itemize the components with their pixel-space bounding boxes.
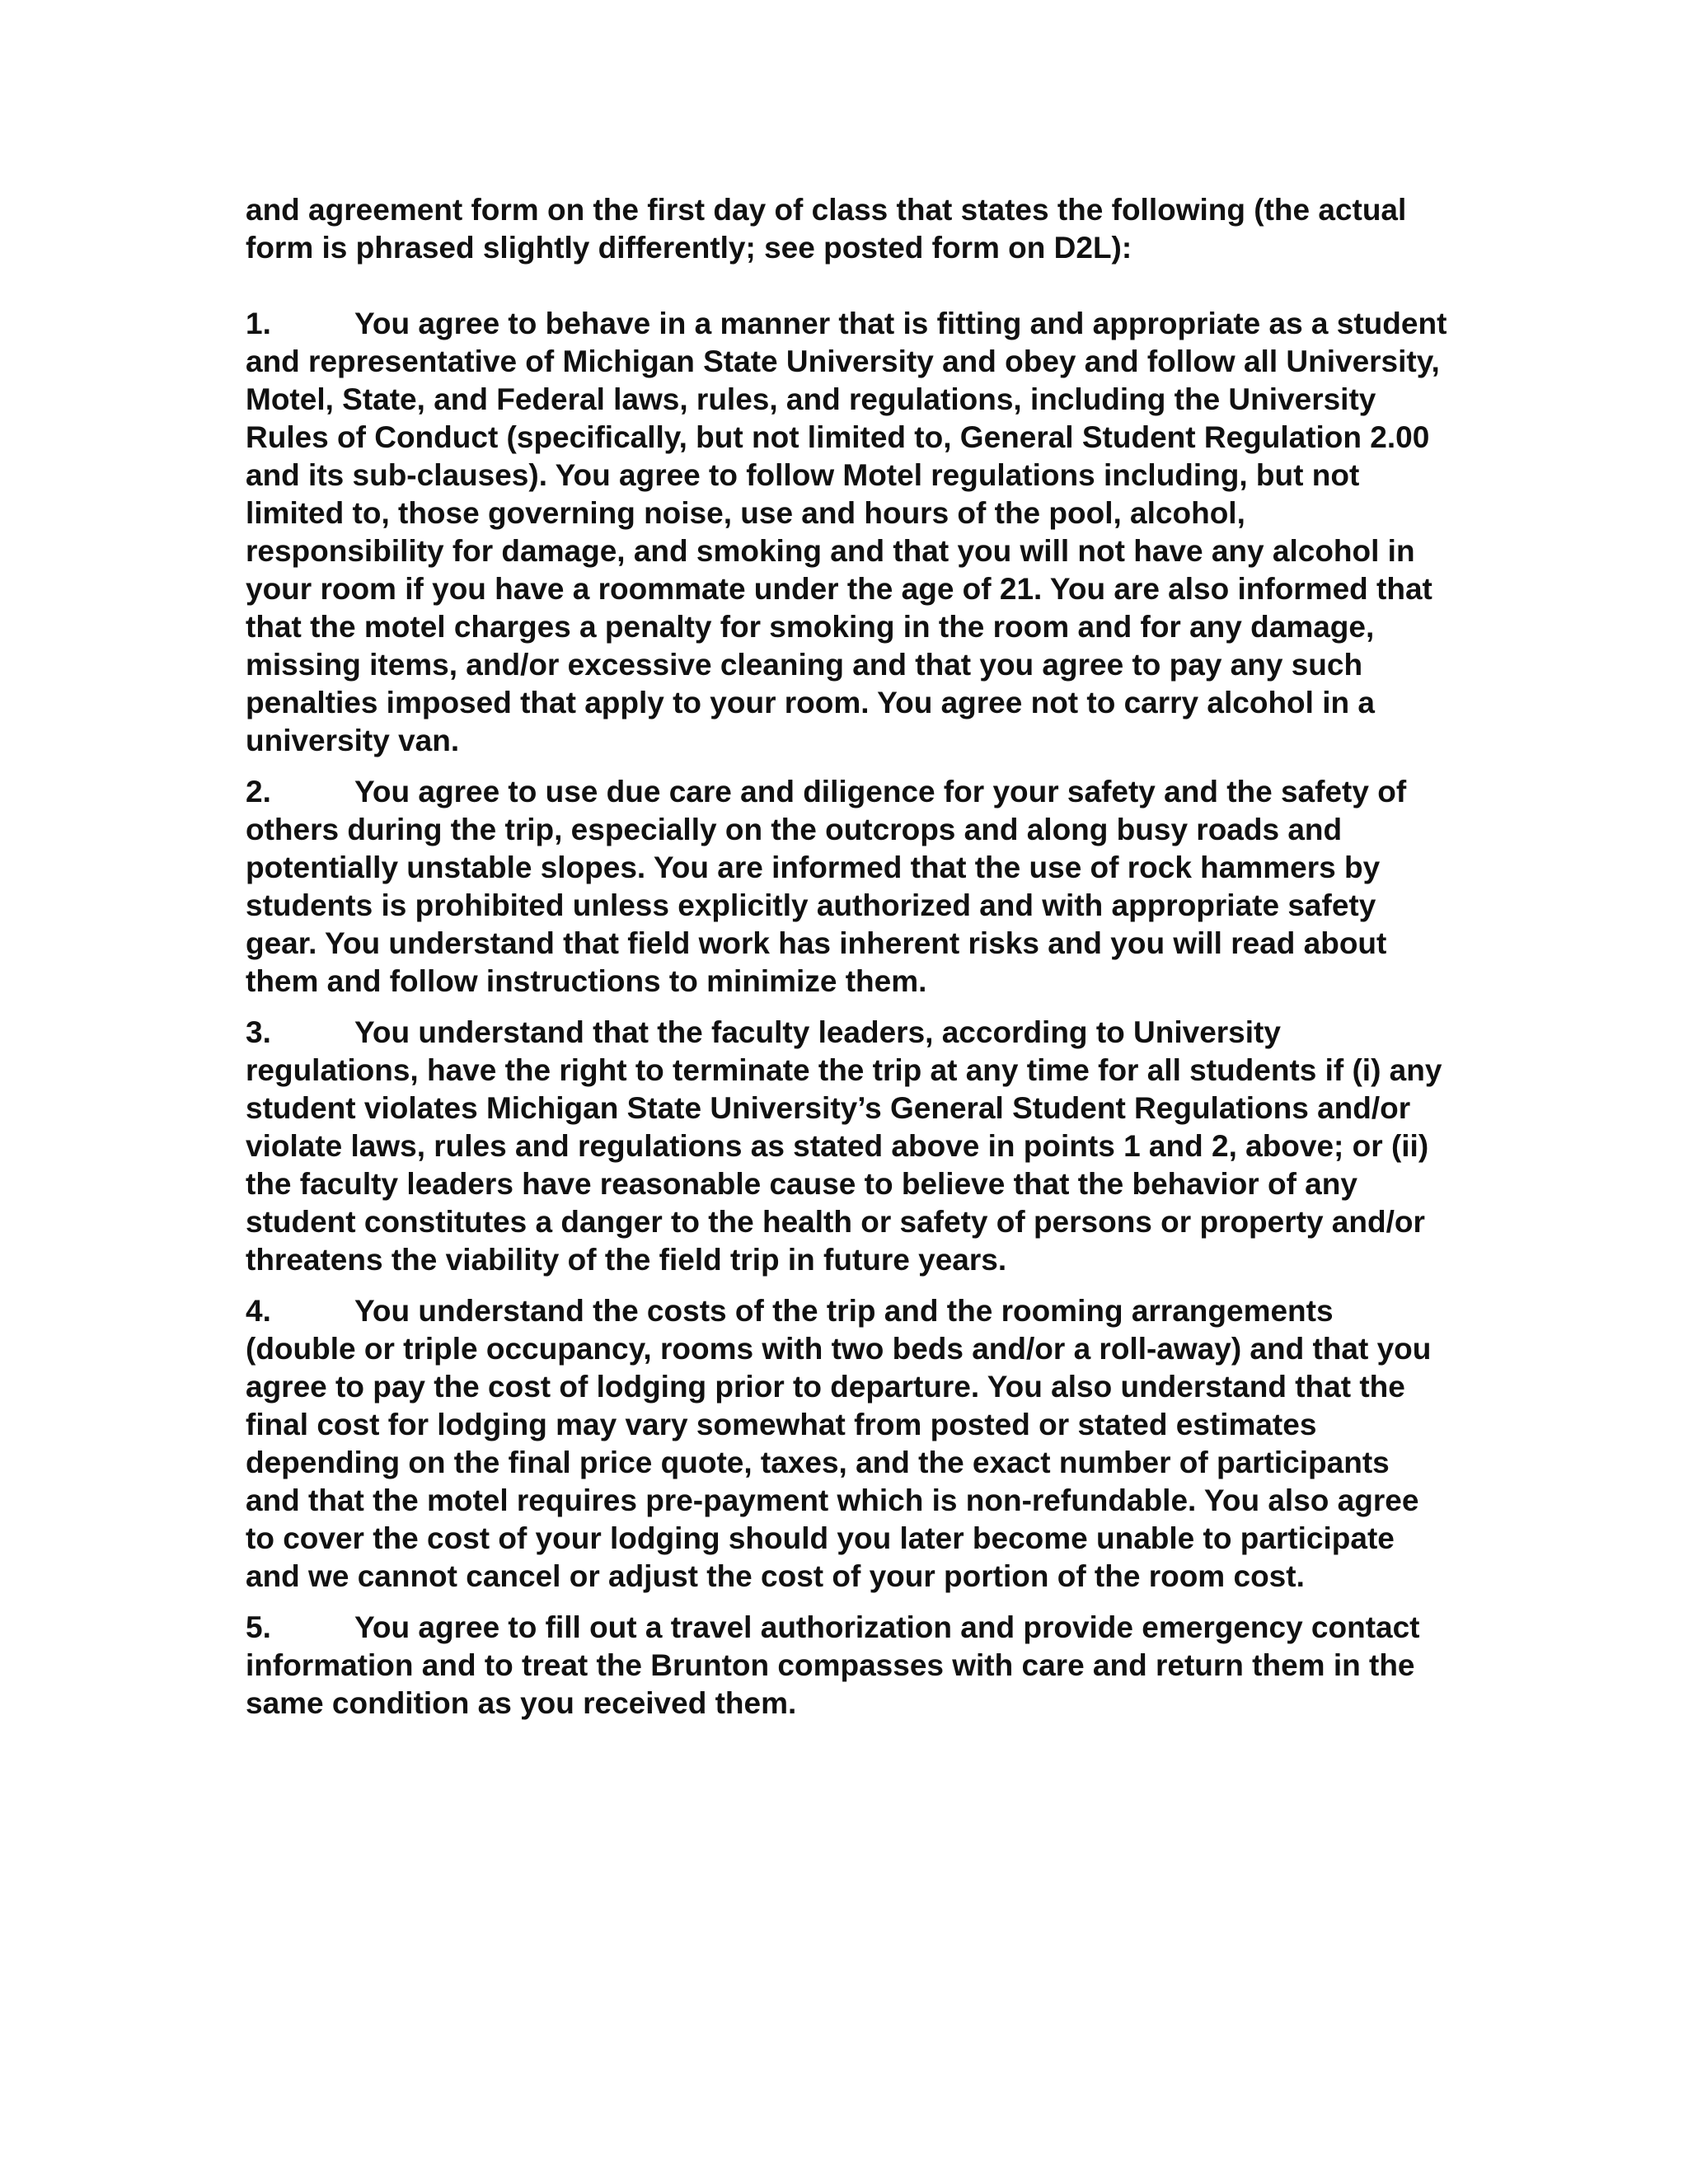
list-item-4 [246,1292,1449,1596]
list-item-number: 1. [246,307,271,340]
list-item-text: You agree to behave in a manner that is fitting and appropriate as a student and representative of Michigan State University and obey and follow all University, Motel, State, and Federal laws, rules, and regulations, including the University Rules of Conduct (specifically, but not limited to, General Student Regulation 2.00 and its sub-clauses). You agree to follow Motel regulations including, but not limited to, those governing noise, use and hours of the pool, alcohol, responsibility for damage, and smoking and that you will not have any alcohol in your room if you have a roommate under the age of 21. You are also informed that that the motel charges a penalty for smoking in the room and for any damage, missing items, and/or excessive cleaning and that you agree to pay any such penalties imposed that apply to your room. You agree not to carry alcohol in a university van. [246,307,1447,757]
list-item-number: 4. [246,1294,271,1328]
list-item-text: You agree to fill out a travel authorization and provide emergency contact information and to treat the Brunton compasses with care and return them in the same condition as you received them. [246,1610,1420,1720]
list-item-1 [246,305,1449,760]
intro-paragraph: and agreement form on the first day of class that states the following (the actual form is phrased slightly differently; see posted form on D2L): [246,193,1407,265]
list-item-number: 2. [246,775,271,808]
document-body [246,191,1449,1736]
list-item-text: You understand the costs of the trip and the rooming arrangements (double or triple occupancy, rooms with two beds and/or a roll-away) and that you agree to pay the cost of lodging prior to departure. You also understand that the final cost for lodging may vary somewhat from posted or stated estimates depending on the final price quote, taxes, and the exact number of participants and that the motel requires pre-payment which is non-refundable. You also agree to cover the cost of your lodging should you later become unable to participate and we cannot cancel or adjust the cost of your portion of the room cost. [246,1294,1432,1593]
list-item-number: 5. [246,1610,271,1644]
list-item-3 [246,1014,1449,1279]
list-item-text: You understand that the faculty leaders, according to University regulations, have the right to terminate the trip at any time for all students if (i) any student violates Michigan State University’s General Student Regulations and/or violate laws, rules and regulations as stated above in points 1 and 2, above; or (ii) the faculty leaders have reasonable cause to believe that the behavior of any student constitutes a danger to the health or safety of persons or property and/or threatens the viability of the field trip in future years. [246,1015,1442,1277]
list-item-text: You agree to use due care and diligence for your safety and the safety of others during the trip, especially on the outcrops and along busy roads and potentially unstable slopes. You are informed that the use of rock hammers by students is prohibited unless explicitly authorized and with appropriate safety gear. You understand that field work has inherent risks and you will read about them and follow instructions to minimize them. [246,775,1407,998]
list-item-2 [246,773,1449,1001]
list-item-number: 3. [246,1015,271,1049]
list-item-5 [246,1609,1449,1722]
